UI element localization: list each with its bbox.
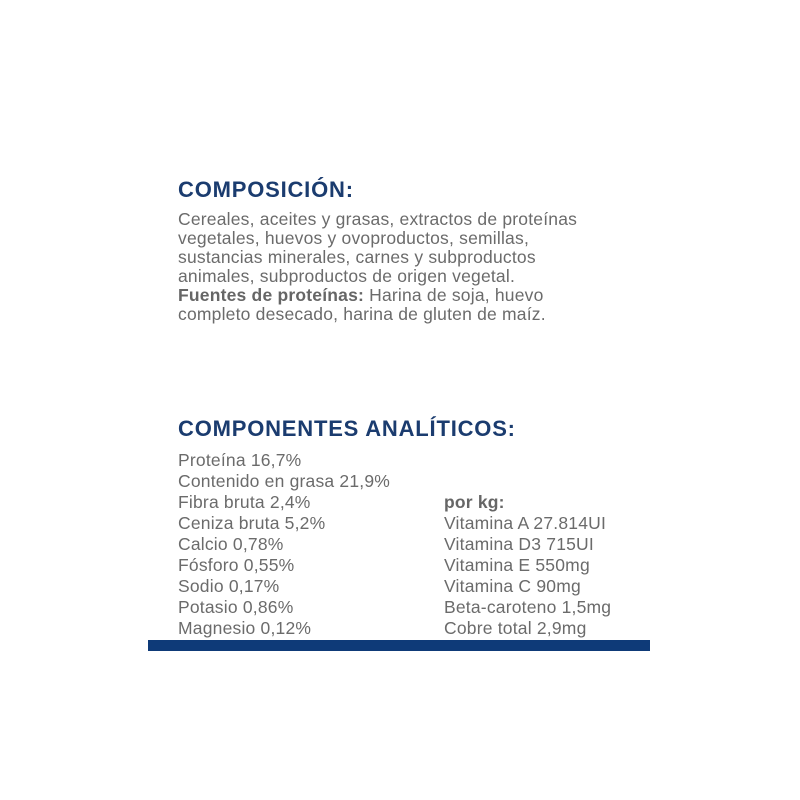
composition-line: vegetales, huevos y ovoproductos, semillas, <box>178 228 530 248</box>
analytical-components-heading: COMPONENTES ANALÍTICOS: <box>178 416 516 441</box>
analytic-value-vitamin-a: Vitamina A 27.814UI <box>444 513 607 533</box>
analytics-left-column <box>178 450 390 639</box>
analytic-value-potassium: Potasio 0,86% <box>178 597 294 617</box>
analytic-value-protein: Proteína 16,7% <box>178 450 302 470</box>
composition-line: Cereales, aceites y grasas, extractos de proteínas <box>178 209 578 229</box>
analytics-right-column <box>444 492 611 639</box>
analytic-value-sodium: Sodio 0,17% <box>178 576 280 596</box>
protein-sources-line-2: completo desecado, harina de gluten de maíz. <box>178 304 546 324</box>
analytic-value-vitamin-e: Vitamina E 550mg <box>444 555 590 575</box>
section-divider-bar <box>148 640 650 651</box>
analytic-value-calcium: Calcio 0,78% <box>178 534 284 554</box>
analytic-value-ash: Ceniza bruta 5,2% <box>178 513 326 533</box>
protein-sources-label: Fuentes de proteínas: <box>178 285 365 305</box>
composition-paragraph <box>178 210 577 324</box>
protein-sources-line <box>178 286 577 305</box>
analytic-value-fat: Contenido en grasa 21,9% <box>178 471 391 491</box>
composition-line: sustancias minerales, carnes y subproductos <box>178 247 536 267</box>
analytic-value-vitamin-c: Vitamina C 90mg <box>444 576 581 596</box>
analytic-value-beta-carotene: Beta-caroteno 1,5mg <box>444 597 612 617</box>
composition-heading: COMPOSICIÓN: <box>178 177 354 202</box>
analytic-value-fiber: Fibra bruta 2,4% <box>178 492 311 512</box>
analytic-value-vitamin-d3: Vitamina D3 715UI <box>444 534 594 554</box>
composition-line: animales, subproductos de origen vegetal. <box>178 266 516 286</box>
protein-sources-text: Harina de soja, huevo <box>369 285 544 305</box>
per-kg-label: por kg: <box>444 492 505 512</box>
analytic-value-magnesium: Magnesio 0,12% <box>178 618 312 638</box>
analytic-value-copper: Cobre total 2,9mg <box>444 618 587 638</box>
analytic-value-phosphorus: Fósforo 0,55% <box>178 555 295 575</box>
